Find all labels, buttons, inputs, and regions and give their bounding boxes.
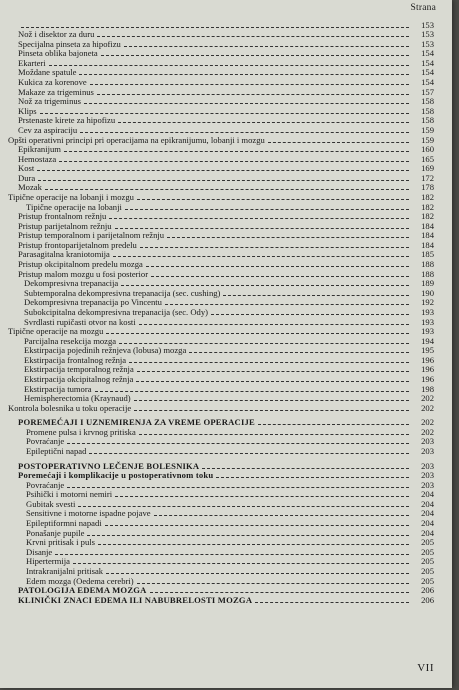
toc-entry-title: Subokcipitalna dekompresivna trepanacija (sec. Ody) (24, 306, 208, 317)
toc-entry-page: 165 (421, 153, 434, 164)
toc-entry-page: 204 (421, 518, 434, 529)
dotted-leader (119, 343, 409, 344)
toc-entry-page: 182 (421, 211, 434, 222)
toc-entry (0, 87, 452, 97)
toc-entry (0, 394, 452, 404)
toc-entry (0, 538, 452, 548)
dotted-leader (129, 362, 409, 363)
toc-entry-title: Promene pulsa i krvnog pritiska (26, 426, 136, 437)
toc-entry-page: 205 (421, 556, 434, 567)
toc-entry (0, 116, 452, 126)
toc-entry-title: Specijalna pinseta za hipofizu (18, 38, 121, 49)
dotted-leader (101, 55, 409, 56)
toc-entry (0, 480, 452, 490)
toc-entry-title: Ekstirpacija tumora (24, 383, 92, 394)
toc-entry-title: Tipične operacije na lobanji i mozgu (8, 191, 134, 202)
toc-entry-page: 204 (421, 489, 434, 500)
dotted-leader (78, 506, 409, 507)
toc-entry (0, 97, 452, 107)
toc-entry-page: 205 (421, 575, 434, 586)
toc-entry (0, 279, 452, 289)
toc-entry-page: 189 (421, 278, 434, 289)
dotted-leader (139, 324, 409, 325)
dotted-leader (268, 142, 409, 143)
toc-entry (0, 212, 452, 222)
dotted-leader (137, 583, 409, 584)
toc-entry (0, 269, 452, 279)
toc-entry (0, 30, 452, 40)
dotted-leader (95, 391, 409, 392)
toc-entry (0, 68, 452, 78)
toc-entry (0, 58, 452, 68)
toc-entry-page: 192 (421, 297, 434, 308)
dotted-leader (189, 352, 409, 353)
toc-entry-page: 153 (421, 29, 434, 40)
toc-entry-title: Parasagitalna kraniotomija (18, 249, 110, 260)
toc-entry-page: 205 (421, 565, 434, 576)
toc-entry-title: Sensitivne i motorne ispadne pojave (26, 508, 151, 519)
toc-entry-title: Pristup frontalnom režnju (18, 211, 107, 222)
toc-entry-page: 158 (421, 115, 434, 126)
dotted-leader (109, 218, 409, 219)
toc-entry-page: 203 (421, 470, 434, 481)
toc-entry-page: 158 (421, 105, 434, 116)
toc-entry-title: POSTOPERATIVNO LEČENJE BOLESNIKA (18, 460, 200, 471)
toc-entry (0, 221, 452, 231)
dotted-leader (106, 333, 409, 334)
toc-entry (0, 499, 452, 509)
dotted-leader (139, 434, 409, 435)
dotted-leader (105, 525, 409, 526)
dotted-leader (90, 84, 409, 85)
toc-entry-title: Epileptični napad (26, 446, 87, 457)
dotted-leader (216, 477, 409, 478)
toc-entry (0, 317, 452, 327)
toc-entry (0, 518, 452, 528)
dotted-leader (64, 151, 409, 152)
toc-entry-title: Krvni pritisak i puls (26, 537, 95, 548)
toc-entry-title: Subtemporalna dekompresivna trepanacija (sec. cushing) (24, 287, 221, 298)
toc-entry-page: 154 (421, 67, 434, 78)
toc-entry-page: 182 (421, 191, 434, 202)
toc-entry-page: 193 (421, 316, 434, 327)
toc-entry-title: Disanje (26, 546, 53, 557)
toc-entry-title: Ekstirpacija temporalnog režnja (24, 364, 134, 375)
toc-entry (0, 288, 452, 298)
toc-entry-page: 185 (421, 249, 434, 260)
toc-entry (0, 418, 452, 428)
toc-entry (0, 446, 452, 456)
toc-entry-page: 184 (421, 230, 434, 241)
toc-entry-title: Pristup okcipitalnom predelu mozga (18, 259, 143, 270)
toc-entry-title: Pristup malom mozgu u fosi posterior (18, 268, 149, 279)
dotted-leader (55, 554, 409, 555)
toc-entry-title: Pristup frontoparijetalnom predelu (18, 239, 137, 250)
dotted-leader (97, 36, 409, 37)
dotted-leader (124, 46, 409, 47)
dotted-leader (37, 170, 409, 171)
toc-entry (0, 509, 452, 519)
toc-entry (0, 106, 452, 116)
dotted-leader (98, 544, 409, 545)
toc-entry-title: Edem mozga (Oedema cerebri) (26, 575, 134, 586)
toc-entry-page: 202 (421, 417, 434, 428)
toc-entry-title: Dekompresivna trepanacija po Vincentu (24, 297, 162, 308)
dotted-leader (134, 410, 409, 411)
toc-entry (0, 461, 452, 471)
toc-entry (0, 566, 452, 576)
dotted-leader (140, 247, 409, 248)
dotted-leader (80, 132, 409, 133)
toc-entry (0, 259, 452, 269)
dotted-leader (87, 535, 409, 536)
toc-entry (0, 346, 452, 356)
dotted-leader (21, 27, 409, 28)
toc-entry-page: 198 (421, 383, 434, 394)
dotted-leader (97, 94, 409, 95)
toc-entry-page: 153 (421, 38, 434, 49)
toc-entry-page: 194 (421, 335, 434, 346)
dotted-leader (106, 573, 409, 574)
toc-entry (0, 154, 452, 164)
toc-entry-page: 172 (421, 172, 434, 183)
toc-entry (0, 403, 452, 413)
dotted-leader (89, 453, 409, 454)
toc-entry-page: 195 (421, 345, 434, 356)
toc-entry-page: 203 (421, 479, 434, 490)
dotted-leader (134, 400, 409, 401)
toc-entry (0, 183, 452, 193)
toc-entry-title: Dekompresivna trepanacija (24, 278, 119, 289)
toc-entry-title: Povraćanje (26, 479, 65, 490)
toc-entry-page: 158 (421, 96, 434, 107)
toc-entry-page: 196 (421, 373, 434, 384)
toc-entry-title: PATOLOGIJA EDEMA MOZGA (18, 585, 147, 596)
toc-entry-title: Povraćanje (26, 436, 65, 447)
toc-entry-title: Opšti operativni principi pri operacijama na epikranijumu, lobanji i mozgu (8, 134, 265, 145)
toc-entry (0, 77, 452, 87)
toc-entry-page: 204 (421, 527, 434, 538)
toc-entry-page: 206 (421, 594, 434, 605)
toc-entry (0, 125, 452, 135)
toc-entry-page: 154 (421, 57, 434, 68)
toc-entry-page: 206 (421, 585, 434, 596)
toc-entry (0, 307, 452, 317)
toc-entry (0, 250, 452, 260)
dotted-leader (38, 180, 409, 181)
dotted-leader (73, 563, 409, 564)
toc-entry (0, 427, 452, 437)
toc-entry (0, 586, 452, 596)
toc-entry-title: Mozak (18, 182, 42, 193)
toc-entry-title: Tipične operacije na lobanji (26, 201, 122, 212)
toc-entry (0, 20, 452, 30)
toc-entry-title: KLINIČKI ZNACI EDEMA ILI NABUBRELOSTI MOZGA (18, 594, 253, 605)
dotted-leader (113, 256, 409, 257)
toc-entry-page: 160 (421, 144, 434, 155)
toc-entry-title: Makaze za trigeminus (18, 86, 94, 97)
toc-entry-page: 154 (421, 77, 434, 88)
toc-entry-title: Hemispherectomia (Kraynaud) (24, 393, 131, 404)
toc-entry-title: Gubitak svesti (26, 498, 76, 509)
toc-entry-title: Tipične operacije na mozgu (8, 326, 104, 337)
toc-entry (0, 202, 452, 212)
toc-entry-title: Epikranijum (18, 144, 61, 155)
toc-entry-page: 193 (421, 306, 434, 317)
toc-entry-page: 169 (421, 163, 434, 174)
toc-entry-page: 204 (421, 508, 434, 519)
dotted-leader (223, 295, 409, 296)
dotted-leader (125, 209, 409, 210)
toc-entry-title: Kontrola bolesnika u toku operacije (8, 402, 132, 413)
toc-entry (0, 437, 452, 447)
toc-entry-page: 203 (421, 436, 434, 447)
toc-entry-title: Nož i disektor za duru (18, 29, 95, 40)
toc-entry (0, 145, 452, 155)
toc-entry-page: 190 (421, 287, 434, 298)
toc-entry-title: POREMEĆAJI I UZNEMIRENJA ZA VREME OPERACIJE (18, 417, 255, 428)
toc-entry-page: 157 (421, 86, 434, 97)
toc-entry-page: 184 (421, 239, 434, 250)
toc-entry (0, 164, 452, 174)
dotted-leader (150, 592, 409, 593)
toc-entry-page: 196 (421, 354, 434, 365)
toc-entry-page: 178 (421, 182, 434, 193)
dotted-leader (121, 285, 409, 286)
dotted-leader (258, 424, 409, 425)
dotted-leader (115, 496, 409, 497)
toc-entry-page: 196 (421, 364, 434, 375)
toc-entry-title: Hemostaza (18, 153, 57, 164)
dotted-leader (167, 237, 409, 238)
toc-entry-title: Klips (18, 105, 37, 116)
dotted-leader (118, 122, 409, 123)
toc-entry-title: Parcijalna resekcija mozga (24, 335, 117, 346)
toc-entry (0, 49, 452, 59)
dotted-leader (137, 371, 409, 372)
dotted-leader (84, 103, 409, 104)
toc-entry-page: 154 (421, 48, 434, 59)
dotted-leader (79, 74, 409, 75)
toc-entry-title: Ekstirpacija pojedinih režnjeva (lobusa) mozga (24, 345, 187, 356)
toc-entry-page: 204 (421, 498, 434, 509)
strana-header: Strana (410, 3, 436, 13)
toc-entry (0, 135, 452, 145)
dotted-leader (151, 276, 409, 277)
dotted-leader (137, 199, 409, 200)
toc-entry-title: Pristup temporalnom i parijetalnom režnju (18, 230, 165, 241)
dotted-leader (202, 468, 409, 469)
toc-entry (0, 336, 452, 346)
toc-entry-page: 159 (421, 134, 434, 145)
table-of-contents (0, 20, 452, 605)
toc-entry-page: 193 (421, 326, 434, 337)
toc-entry (0, 576, 452, 586)
toc-entry-title: Hipertermija (26, 556, 70, 567)
dotted-leader (211, 314, 409, 315)
toc-entry-page: 203 (421, 446, 434, 457)
toc-entry-page: 159 (421, 124, 434, 135)
toc-entry-title: Psihički i motorni nemiri (26, 489, 113, 500)
toc-entry-title: Kost (18, 163, 35, 174)
toc-entry-page: 188 (421, 259, 434, 270)
toc-entry-title: Moždane spatule (18, 67, 77, 78)
toc-entry (0, 240, 452, 250)
dotted-leader (67, 487, 409, 488)
toc-entry (0, 595, 452, 605)
toc-entry-title: Kukica za korenove (18, 77, 87, 88)
toc-entry-title: Poremećaji i komplikacije u postoperativnom toku (18, 470, 214, 481)
toc-entry-page: 203 (421, 460, 434, 471)
toc-entry (0, 547, 452, 557)
dotted-leader (40, 113, 409, 114)
page-number: VII (417, 662, 434, 674)
toc-entry-page: 202 (421, 393, 434, 404)
toc-entry-title: Prstenaste kirete za hipofizu (18, 115, 116, 126)
dotted-leader (165, 304, 409, 305)
dotted-leader (45, 189, 409, 190)
toc-entry (0, 327, 452, 337)
dotted-leader (154, 515, 409, 516)
toc-entry-page: 202 (421, 426, 434, 437)
toc-entry (0, 298, 452, 308)
toc-entry (0, 471, 452, 481)
toc-entry-title: Pristup parijetalnom režnju (18, 220, 112, 231)
toc-entry (0, 39, 452, 49)
toc-entry-title: Svrdlasti rupičasti otvor na kosti (24, 316, 136, 327)
toc-entry (0, 173, 452, 183)
toc-entry-title: Dura (18, 172, 36, 183)
toc-entry-title: Ekarteri (18, 57, 46, 68)
toc-entry (0, 490, 452, 500)
dotted-leader (49, 65, 409, 66)
toc-entry (0, 384, 452, 394)
toc-entry (0, 231, 452, 241)
toc-entry (0, 365, 452, 375)
toc-entry-title: Ekstirpacija frontalnog režnja (24, 354, 127, 365)
toc-entry-title: Pinseta oblika bajoneta (18, 48, 98, 59)
dotted-leader (136, 381, 409, 382)
toc-entry-title: Ponašanje pupile (26, 527, 85, 538)
toc-entry (0, 355, 452, 365)
toc-entry-page: 184 (421, 220, 434, 231)
toc-entry-page: 153 (421, 19, 434, 30)
toc-entry-title: Ekstirpacija okcipitalnog režnja (24, 373, 134, 384)
dotted-leader (255, 602, 409, 603)
toc-entry-title: Cev za aspiraciju (18, 124, 78, 135)
toc-entry (0, 557, 452, 567)
toc-entry (0, 374, 452, 384)
dotted-leader (67, 443, 409, 444)
dotted-leader (146, 266, 409, 267)
toc-entry-page: 182 (421, 201, 434, 212)
toc-entry (0, 528, 452, 538)
dotted-leader (59, 161, 409, 162)
toc-entry-page: 188 (421, 268, 434, 279)
toc-entry-title: Intrakranijalni pritisak (26, 565, 104, 576)
toc-entry-page: 205 (421, 546, 434, 557)
toc-entry-page: 205 (421, 537, 434, 548)
toc-entry-title: Nož za trigeminus (18, 96, 82, 107)
toc-entry (0, 192, 452, 202)
toc-entry-page: 202 (421, 402, 434, 413)
toc-entry-title: Epileptiformni napadi (26, 518, 102, 529)
dotted-leader (115, 228, 409, 229)
